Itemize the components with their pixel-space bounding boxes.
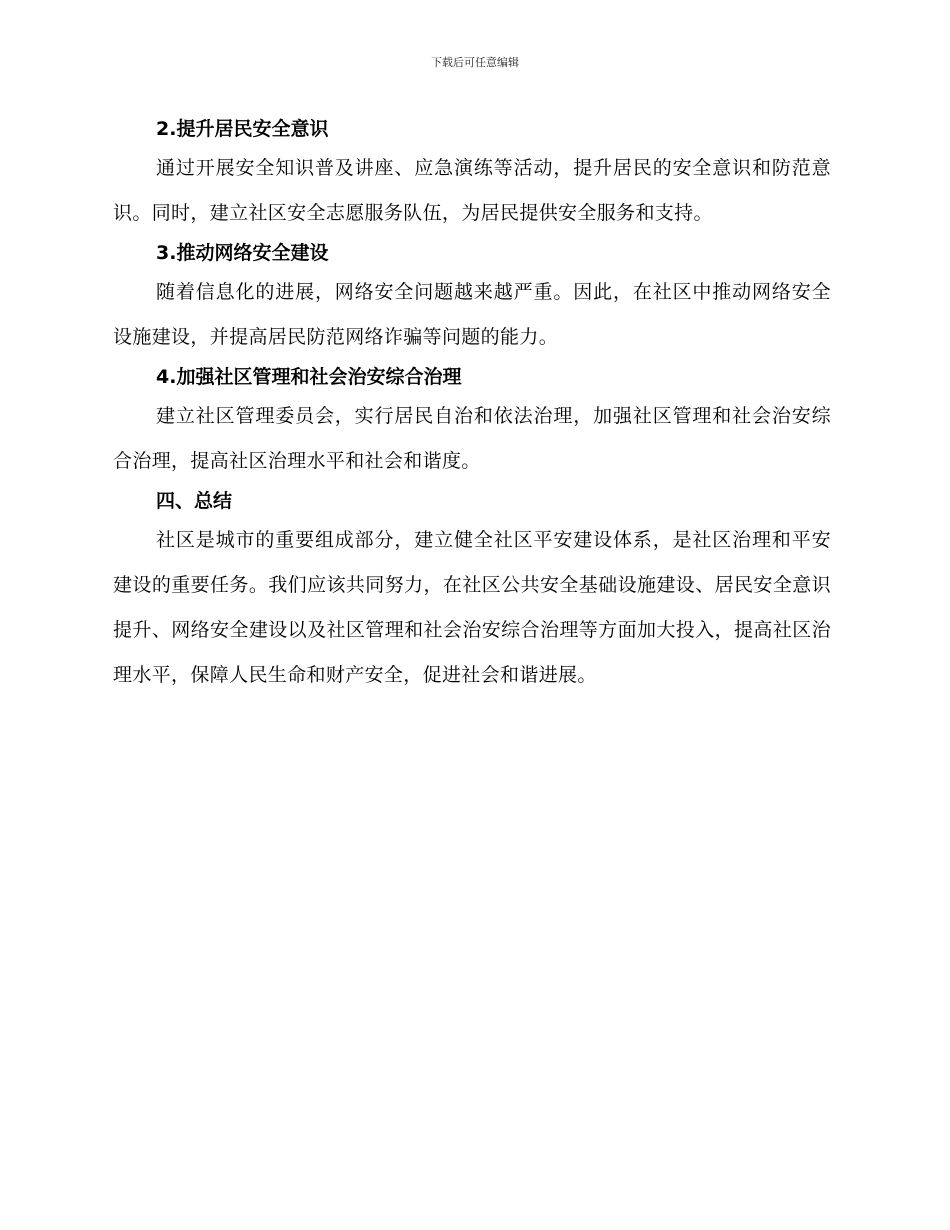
section-heading-summary: 四、总结 bbox=[156, 490, 233, 512]
header-note: 下载后可任意编辑 bbox=[431, 56, 519, 69]
document-body bbox=[113, 112, 831, 698]
section-heading-community-management: 4.加强社区管理和社会治安综合治理 bbox=[156, 366, 462, 388]
section-heading-raise-safety-awareness: 2.提升居民安全意识 bbox=[156, 118, 329, 140]
section-paragraph-raise-safety-awareness: 通过开展安全知识普及讲座、应急演练等活动，提升居民的安全意识和防范意识。同时，建立社区安全志愿服务队伍，为居民提供安全服务和支持。 bbox=[113, 157, 831, 224]
section-heading-network-security: 3.推动网络安全建设 bbox=[156, 242, 329, 264]
section-paragraph-network-security: 随着信息化的进展，网络安全问题越来越严重。因此，在社区中推动网络安全设施建设，并提高居民防范网络诈骗等问题的能力。 bbox=[113, 281, 831, 348]
section-paragraph-summary: 社区是城市的重要组成部分，建立健全社区平安建设体系，是社区治理和平安建设的重要任务。我们应该共同努力，在社区公共安全基础设施建设、居民安全意识提升、网络安全建设以及社区管理和社会治安综合治理等方面加大投入，提高社区治理水平，保障人民生命和财产安全，促进社会和谐进展。 bbox=[113, 529, 831, 686]
section-paragraph-community-management: 建立社区管理委员会，实行居民自治和依法治理，加强社区管理和社会治安综合治理，提高社区治理水平和社会和谐度。 bbox=[113, 405, 831, 472]
